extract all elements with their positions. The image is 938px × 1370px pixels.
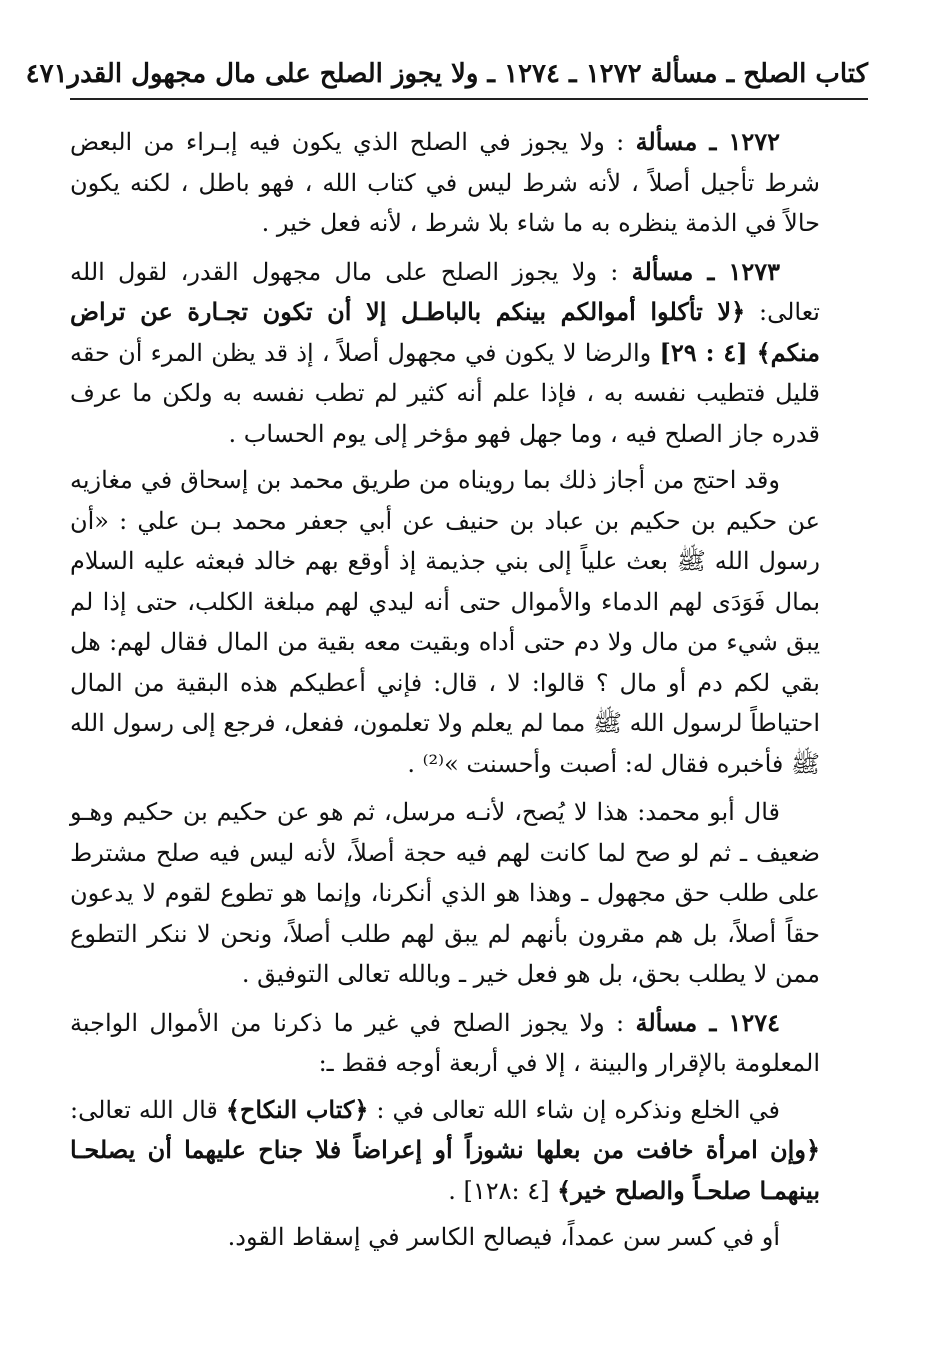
paragraph-text: : ولا يجوز الصلح في غير ما ذكرنا من الأموال الواجبة المعلومة بالإقرار والبينة ، إلا في أربعة أوجه فقط ـ:: [70, 1008, 820, 1077]
quran-verse: ﴿وإن امرأة خافت من بعلها نشوزاً أو إعراضاً فلا جناح عليهما أن يصلحـا بينهمـا صلحـاً والصلح خير﴾: [70, 1135, 820, 1205]
running-title: كتاب الصلح ـ مسألة ١٢٧٢ ـ ١٢٧٤ ـ ولا يجوز الصلح على مال مجهول القدر: [67, 59, 868, 89]
paragraph-abu-muhammad: [70, 792, 820, 995]
paragraph-hadith: [70, 460, 820, 784]
verse-reference: [٤ :١٢٨] .: [448, 1176, 558, 1205]
paragraph-khul: [70, 1090, 820, 1212]
paragraph-text: أو في كسر سن عمداً، فيصالح الكاسر في إسقاط القود.: [227, 1223, 780, 1251]
paragraph-1273: [70, 252, 820, 455]
issue-number: ١٢٧٢ ـ مسألة: [635, 127, 781, 156]
page-number: ٤٧١: [25, 59, 68, 89]
paragraph-text: والرضا لا يكون في مجهول أصلاً ، إذ قد يظن المرء أن حقه قليل فتطيب نفسه به ، فإذا علم أنه كثير لم تطب نفسه به ولكن ما عرف قدره جاز الصلح فيه ، وما جهل فهو مؤخر إلى يوم الحساب .: [70, 338, 821, 448]
paragraph-text: في الخلع ونذكره إن شاء الله تعالى في :: [368, 1095, 780, 1124]
paragraph-text: : ولا يجوز في الصلح الذي يكون فيه إبـراء من البعض شرط تأجيل أصلاً ، لأنه شرط ليس في كتاب الله ، فهو باطل ، لكنه يكون حالاً في الذمة ينظره به ما شاء بلا شرط ، لأنه فعل خير .: [70, 128, 820, 237]
paragraph-text: وقد احتج من أجاز ذلك بما رويناه من طريق محمد بن إسحاق في مغازيه عن حكيم بن حكيم بن عباد بن حنيف عن أبي جعفر محمد بـن علي : «أن رسول الله ﷺ بعث علياً إلى بني جذيمة إذ أوقع بهم خالد فبعثه عليه السلام بمال فَوَدَى لهم الدماء والأموال حتى أنه ليدي لهم مبلغة الكلب، حتى إذا لم يبق شيء من مال ولا دم حتى أداه وبقيت معه بقية من المال فقال لهم: هل بقي لكم دم أو مال ؟ قالوا: لا ، قال: فإني أعطيكم هذه البقية من المال احتياطاً لرسول الله ﷺ مما لم يعلم ولا تعلمون، ففعل، فرجع إلى رسول الله ﷺ فأخبره فقال له: أصبت وأحسنت »⁽²⁾ .: [70, 466, 821, 778]
paragraph-1272: [70, 122, 820, 244]
paragraph-tooth: [70, 1217, 820, 1258]
page-body: [70, 122, 820, 1266]
paragraph-text: : ولا يجوز الصلح على مال مجهول القدر، لقول الله تعالى:: [70, 257, 820, 326]
paragraph-text: قال الله تعالى:: [70, 1095, 226, 1124]
quran-verse: ﴿لا تأكلوا أموالكم بينكم بالباطـل إلا أن تكون تجـارة عن تراض منكم﴾ [٤ : ٢٩]: [70, 297, 820, 367]
book-reference: ﴿كتاب النكاح﴾: [225, 1094, 369, 1124]
paragraph-text: قال أبو محمد: هذا لا يُصح، لأنـه مرسل، ثم هو عن حكيم بن حكيم وهـو ضعيف ـ ثم لو صح لما كانت لهم فيه حجة أصلاً، لأنه ليس فيه صلح مشترط على طلب حق مجهول ـ وهذا هو الذي أنكرنا، وإنما هو تطوع لقوم لا يدعون حقاً أصلاً، بل هم مقرون بأنهم لم يبق لهم طلب أصلاً، ونحن لا ننكر التطوع ممن لا يطلب بحق، بل هو فعل خير ـ وبالله تعالى التوفيق .: [70, 798, 820, 988]
issue-number: ١٢٧٤ ـ مسألة: [635, 1007, 781, 1037]
issue-number: ١٢٧٣ ـ مسألة: [631, 256, 780, 286]
page-header: [25, 50, 868, 100]
paragraph-1274: [70, 1003, 820, 1084]
